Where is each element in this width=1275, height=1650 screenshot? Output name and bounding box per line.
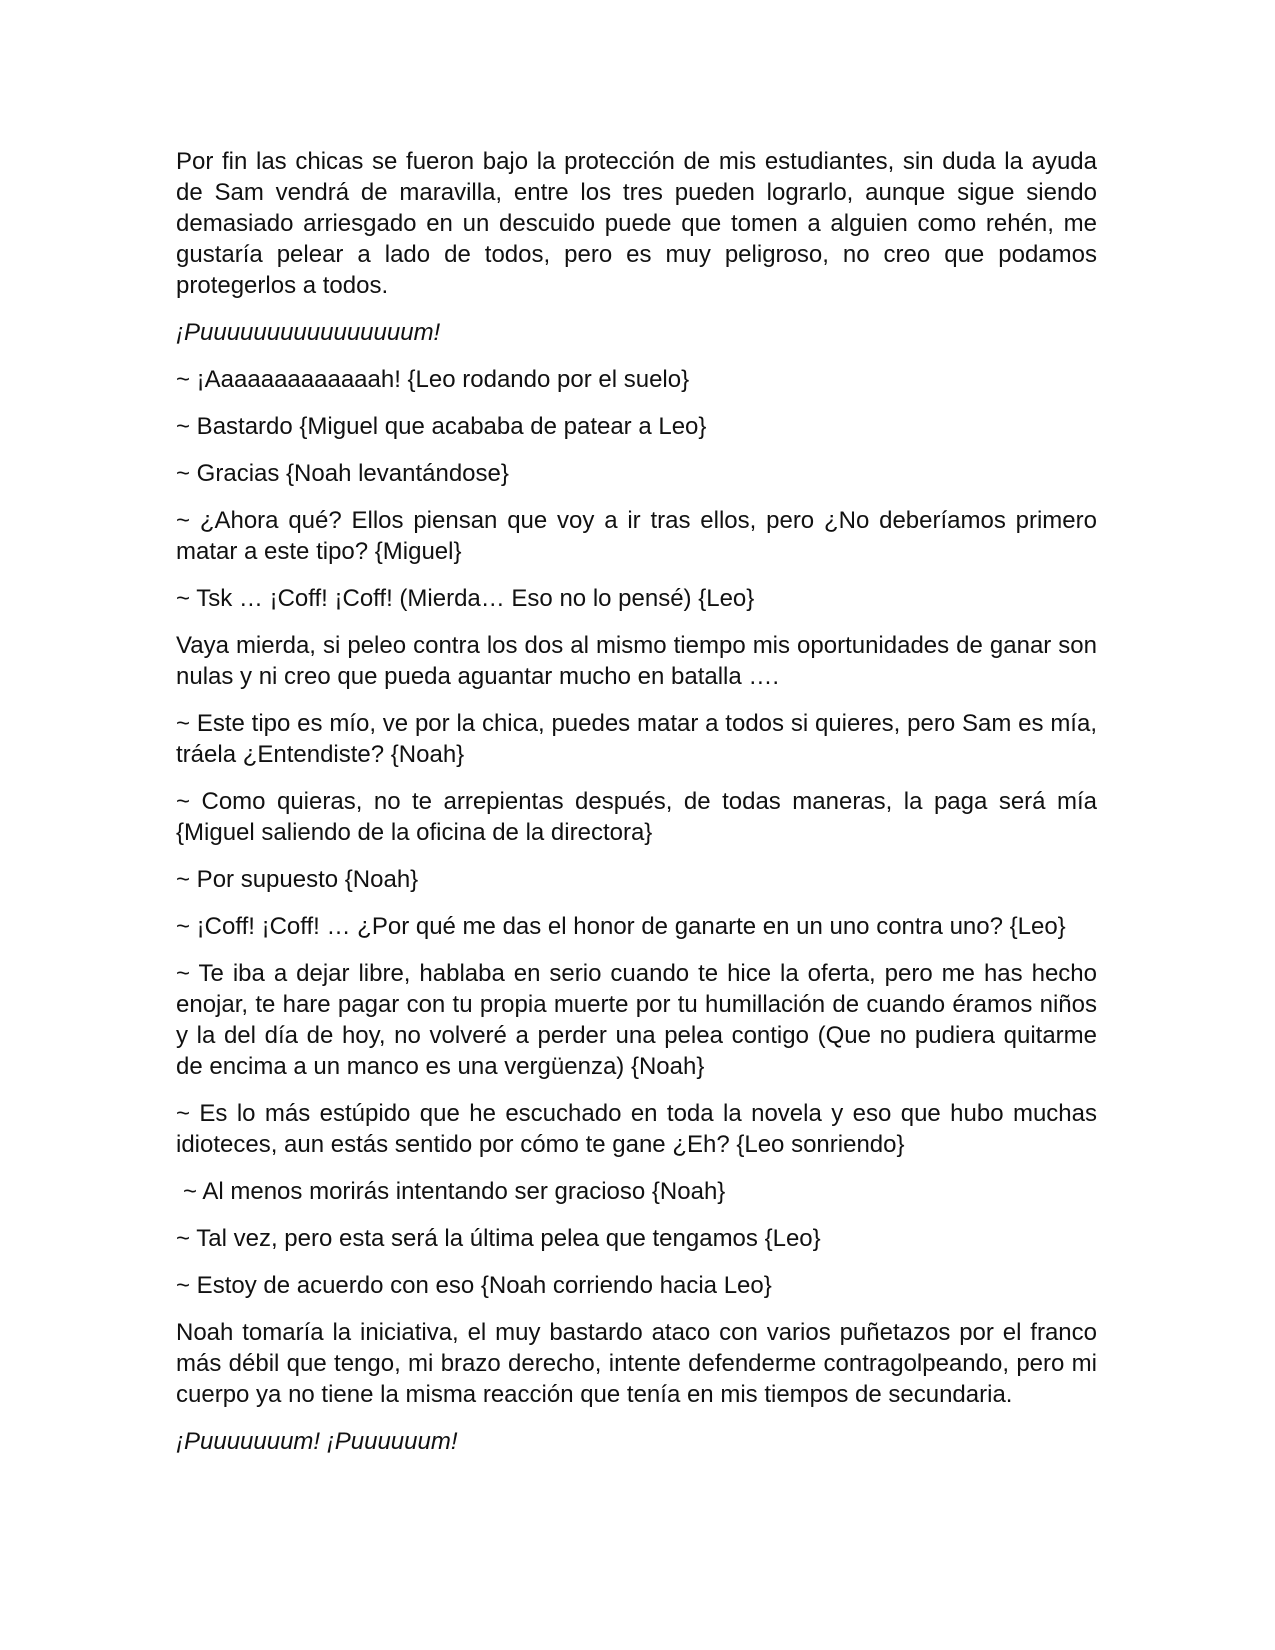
dialogue-line: ~ Al menos morirás intentando ser gracioso {Noah} (183, 1178, 726, 1205)
sound-effect: ¡Puuuuuuuuuuuuuuuum! (176, 319, 441, 346)
dialogue-line: ~ ¡Aaaaaaaaaaaaah! {Leo rodando por el suelo} (176, 366, 690, 393)
dialogue-line: ~ Te iba a dejar libre, hablaba en serio cuando te hice la oferta, pero me has hecho enojar, te hare pagar con tu propia muerte por tu humillación de cuando éramos niños y la del día de hoy, no volveré a perder una pelea contigo (Que no pudiera quitarme de encima a un manco es una vergüenza) {Noah} (176, 960, 1097, 1080)
dialogue-line: ~ Gracias {Noah levantándose} (176, 460, 509, 487)
narrative-paragraph: Noah tomaría la iniciativa, el muy bastardo ataco con varios puñetazos por el franco más débil que tengo, mi brazo derecho, intente defenderme contragolpeando, pero mi cuerpo ya no tiene la misma reacción que tenía en mis tiempos de secundaria. (176, 1319, 1097, 1408)
dialogue-line: ~ Es lo más estúpido que he escuchado en toda la novela y eso que hubo muchas idioteces, aun estás sentido por cómo te gane ¿Eh? {Leo sonriendo} (176, 1100, 1097, 1158)
dialogue-line: ~ ¿Ahora qué? Ellos piensan que voy a ir tras ellos, pero ¿No deberíamos primero matar a este tipo? {Miguel} (176, 507, 1097, 565)
narrative-paragraph: Vaya mierda, si peleo contra los dos al mismo tiempo mis oportunidades de ganar son nulas y ni creo que pueda aguantar mucho en batalla …. (176, 632, 1097, 690)
dialogue-line: ~ Tsk … ¡Coff! ¡Coff! (Mierda… Eso no lo pensé) {Leo} (176, 585, 755, 612)
dialogue-line: ~ Estoy de acuerdo con eso {Noah corriendo hacia Leo} (176, 1272, 772, 1299)
dialogue-line: ~ Bastardo {Miguel que acababa de patear a Leo} (176, 413, 707, 440)
dialogue-line: ~ Por supuesto {Noah} (176, 866, 419, 893)
dialogue-line: ~ Tal vez, pero esta será la última pelea que tengamos {Leo} (176, 1225, 821, 1252)
document-body (176, 146, 1097, 1473)
narrative-paragraph: Por fin las chicas se fueron bajo la protección de mis estudiantes, sin duda la ayuda de Sam vendrá de maravilla, entre los tres pueden lograrlo, aunque sigue siendo demasiado arriesgado en un descuido puede que tomen a alguien como rehén, me gustaría pelear a lado de todos, pero es muy peligroso, no creo que podamos protegerlos a todos. (176, 148, 1097, 299)
dialogue-line: ~ Como quieras, no te arrepientas después, de todas maneras, la paga será mía {Miguel saliendo de la oficina de la directora} (176, 788, 1097, 846)
dialogue-line: ~ Este tipo es mío, ve por la chica, puedes matar a todos si quieres, pero Sam es mía, tráela ¿Entendiste? {Noah} (176, 710, 1097, 768)
dialogue-line: ~ ¡Coff! ¡Coff! … ¿Por qué me das el honor de ganarte en un uno contra uno? {Leo} (176, 913, 1066, 940)
sound-effect: ¡Puuuuuuum! ¡Puuuuuum! (176, 1428, 458, 1455)
